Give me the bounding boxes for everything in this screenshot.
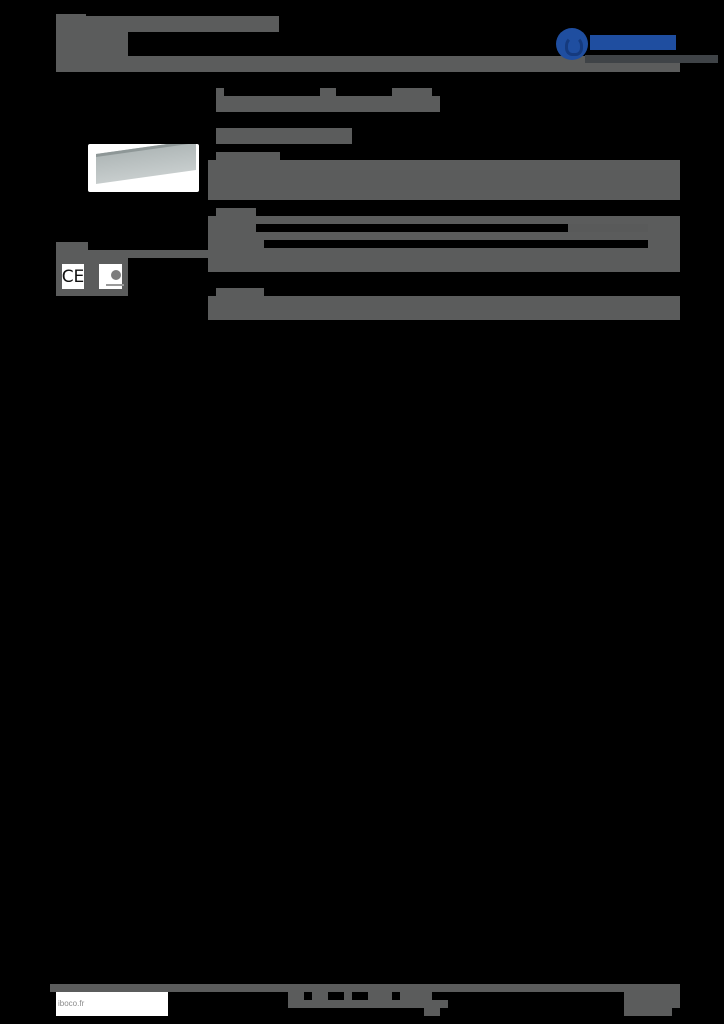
logo-tagline-bar — [585, 55, 718, 63]
spec-row-gap — [200, 224, 208, 232]
footer-address — [288, 992, 448, 1008]
certification-caption — [106, 284, 124, 286]
footer-address-tail — [424, 1008, 440, 1016]
product-name-ascenders — [216, 88, 224, 96]
footer-address-gap — [392, 992, 400, 1000]
logo-wordmark — [590, 35, 676, 50]
footer-page-number-tail — [624, 1008, 672, 1016]
footer-address-gap — [328, 992, 344, 1000]
header-title-ascenders — [56, 14, 86, 18]
section-heading — [216, 288, 264, 296]
section-heading — [216, 152, 280, 160]
spec-row-label — [568, 224, 648, 232]
spec-row-gap — [264, 240, 648, 248]
spec-label-column — [216, 216, 256, 272]
certification-logo-badge — [99, 264, 122, 289]
footer-website-link[interactable]: iboco.fr — [56, 992, 168, 1016]
section-body — [208, 296, 680, 320]
ce-mark-badge — [62, 264, 84, 289]
footer-address-gap — [352, 992, 368, 1000]
header-title — [56, 16, 279, 32]
product-name-ascenders — [392, 88, 432, 96]
product-name-ascenders — [320, 88, 336, 96]
spec-row-gap — [256, 224, 568, 232]
footer-rule — [50, 984, 680, 992]
aluminium-profile-graphic — [96, 144, 196, 184]
product-reference — [216, 128, 352, 144]
section-heading — [216, 208, 256, 216]
logo-globe-icon — [556, 28, 588, 60]
section-body — [208, 160, 680, 200]
footer-page-number — [624, 992, 680, 1008]
product-image — [88, 144, 199, 192]
ce-mark-icon: CE — [61, 266, 85, 287]
footer-address-gap — [304, 992, 312, 1000]
header-subtitle — [56, 32, 128, 56]
certifications-heading — [56, 242, 88, 250]
product-name — [216, 96, 440, 112]
certifications-connector — [56, 250, 208, 258]
certification-seal-icon — [111, 270, 121, 280]
footer-address-gap — [432, 992, 448, 1000]
